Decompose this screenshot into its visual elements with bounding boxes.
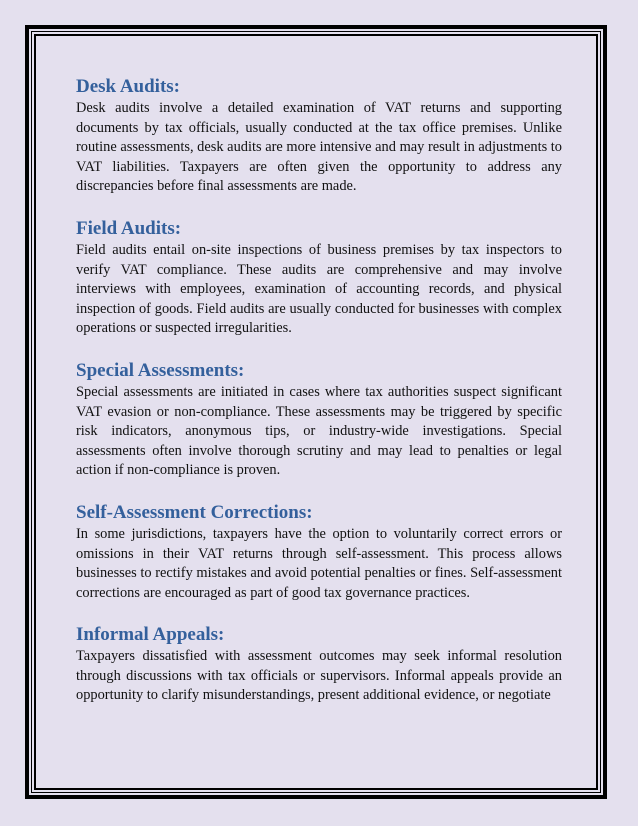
section-heading: Field Audits:: [76, 217, 182, 239]
section-special-assessments: [76, 360, 562, 481]
section-heading: Special Assessments:: [76, 359, 245, 381]
section-paragraph: Desk audits involve a detailed examination of VAT returns and supporting documents by tax officials, usually conducted at the tax office premises. Unlike routine assessments, desk audits are more intensive and may result in adjustments to VAT liabilities. Taxpayers are often given the opportunity to address any discrepancies before final assessments are made.: [76, 100, 562, 195]
section-self-assessment-corrections: [76, 502, 562, 603]
section-paragraph: Special assessments are initiated in cases where tax authorities suspect significant VAT evasion or non-compliance. These assessments may be triggered by specific risk indicators, anonymous tips, or industry-wide investigations. Special assessments often involve thorough scrutiny and may lead to penalties or legal action if non-compliance is proven.: [76, 383, 562, 479]
section-paragraph: Taxpayers dissatisfied with assessment outcomes may seek informal resolution through discussions with tax officials or supervisors. Informal appeals provide an opportunity to clarify misunderstandings, present additional evidence, or negotiate: [76, 648, 562, 704]
section-heading: Self-Assessment Corrections:: [76, 501, 313, 523]
section-heading: Desk Audits:: [76, 76, 180, 97]
section-paragraph: Field audits entail on-site inspections of business premises by tax inspectors to verify VAT compliance. These audits are comprehensive and may involve interviews with employees, examination of accounting records, and physical inspection of goods. Field audits are usually conducted for businesses with complex operations or suspected irregularities.: [76, 241, 562, 337]
section-paragraph: In some jurisdictions, taxpayers have the option to voluntarily correct errors or omissions in their VAT returns through self-assessment. This process allows businesses to rectify mistakes and avoid potential penalties or fines. Self-assessment corrections are encouraged as part of good tax governance practices.: [76, 525, 562, 601]
section-heading: Informal Appeals:: [76, 624, 225, 646]
section-desk-audits: [76, 76, 562, 197]
section-informal-appeals: [76, 624, 562, 706]
document-body: [76, 76, 562, 727]
section-field-audits: [76, 218, 562, 339]
